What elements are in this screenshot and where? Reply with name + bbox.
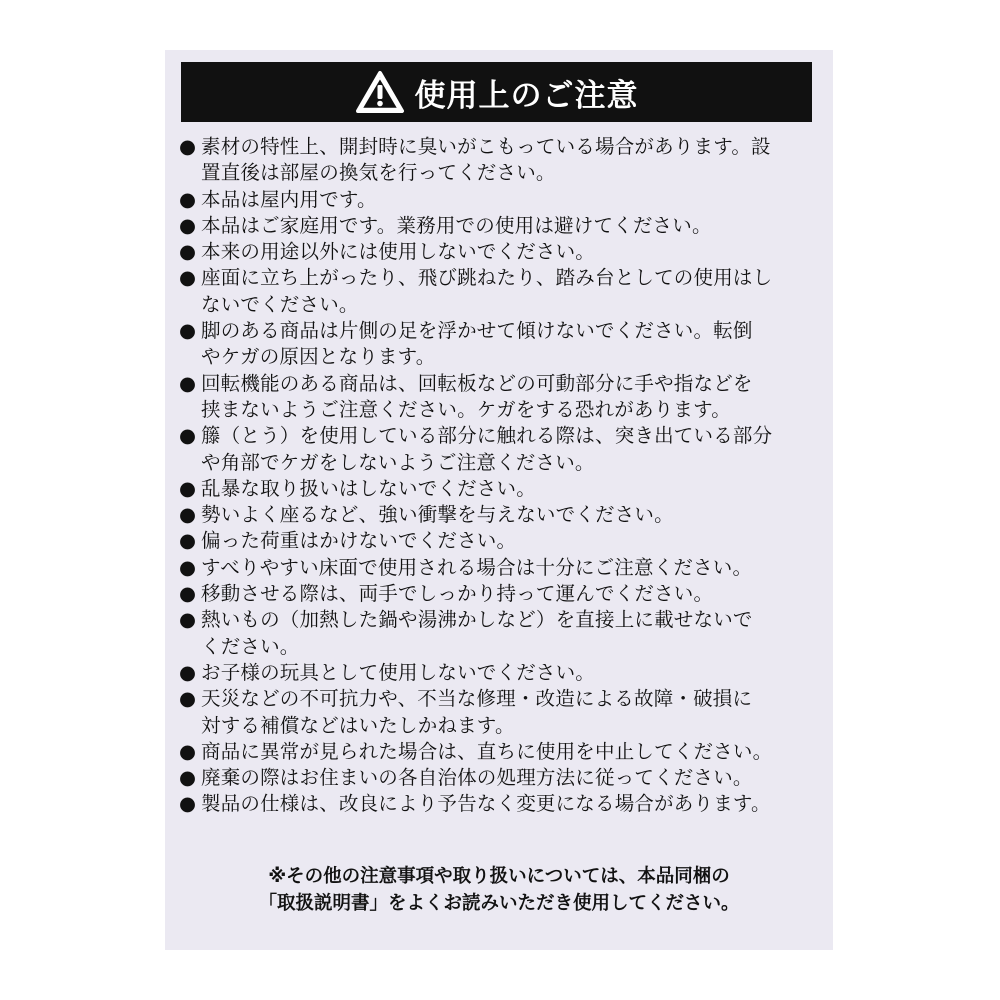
caution-note-text: 偏った荷重はかけないでください。 xyxy=(201,529,517,553)
caution-note-item xyxy=(179,239,819,265)
caution-note-text: 廃棄の際はお住まいの各自治体の処理方法に従ってください。 xyxy=(201,766,753,790)
caution-note-item xyxy=(179,502,819,528)
caution-note-text: 天災などの不可抗力や、不当な修理・改造による故障・破損に 対する補償などはいたしかねます。 xyxy=(201,687,753,737)
bullet-icon: ● xyxy=(179,371,197,395)
caution-notes-list xyxy=(179,134,819,818)
caution-note-text: 本品はご家庭用です。業務用での使用は避けてください。 xyxy=(201,213,712,237)
caution-note-item xyxy=(179,265,819,318)
caution-header-content xyxy=(355,70,639,115)
caution-note-text: すべりやすい床面で使用される場合は十分にご注意ください。 xyxy=(201,555,753,579)
bullet-icon: ● xyxy=(179,187,197,211)
caution-note-item xyxy=(179,739,819,765)
manual-reference-footnote: ※その他の注意事項や取り扱いについては、本品同梱の 「取扱説明書」をよくお読みいただき使用してください。 xyxy=(258,866,740,914)
caution-note-text: 製品の仕様は、改良により予告なく変更になる場合があります。 xyxy=(201,792,771,816)
bullet-icon: ● xyxy=(179,608,197,632)
caution-note-item xyxy=(179,555,819,581)
bullet-icon: ● xyxy=(179,240,197,264)
bullet-icon: ● xyxy=(179,319,197,343)
caution-note-item xyxy=(179,686,819,739)
caution-note-text: 商品に異常が見られた場合は、直ちに使用を中止してください。 xyxy=(201,739,773,763)
caution-note-text: 素材の特性上、開封時に臭いがこもっている場合があります。設 置直後は部屋の換気を行ってください。 xyxy=(201,135,771,185)
bullet-icon: ● xyxy=(179,739,197,763)
caution-title: 使用上のご注意 xyxy=(414,77,639,114)
caution-note-item xyxy=(179,581,819,607)
caution-note-item xyxy=(179,134,819,187)
bullet-icon: ● xyxy=(179,266,197,290)
caution-note-item xyxy=(179,791,819,817)
caution-note-item xyxy=(179,187,819,213)
caution-note-item xyxy=(179,528,819,554)
caution-note-item xyxy=(179,318,819,371)
caution-note-text: 熱いもの（加熱した鍋や湯沸かしなど）を直接上に載せないで ください。 xyxy=(201,608,753,658)
bullet-icon: ● xyxy=(179,582,197,606)
caution-note-text: 勢いよく座るなど、強い衝撃を与えないでください。 xyxy=(201,503,674,527)
caution-note-item xyxy=(179,660,819,686)
caution-header xyxy=(181,62,812,122)
bullet-icon: ● xyxy=(179,135,197,158)
caution-note-text: お子様の玩具として使用しないでください。 xyxy=(201,660,596,684)
bullet-icon: ● xyxy=(179,660,197,684)
caution-note-text: 脚のある商品は片側の足を浮かせて傾けないでください。転倒 やケガの原因となります。 xyxy=(201,319,753,369)
bullet-icon: ● xyxy=(179,792,197,816)
caution-note-text: 回転機能のある商品は、回転板などの可動部分に手や指などを 挟まないようご注意ください。ケガをする恐れがあります。 xyxy=(201,371,753,421)
caution-note-text: 籐（とう）を使用している部分に触れる際は、突き出ている部分 や角部でケガをしないようご注意ください。 xyxy=(201,424,773,474)
caution-note-item xyxy=(179,213,819,239)
caution-note-text: 本品は屋内用です。 xyxy=(201,187,377,211)
caution-note-item xyxy=(179,476,819,502)
caution-note-item xyxy=(179,607,819,660)
caution-note-text: 座面に立ち上がったり、飛び跳ねたり、踏み台としての使用はし ないでください。 xyxy=(201,266,773,316)
bullet-icon: ● xyxy=(179,555,197,579)
bullet-icon: ● xyxy=(179,766,197,790)
caution-note-text: 移動させる際は、両手でしっかり持って運んでください。 xyxy=(201,582,714,606)
bullet-icon: ● xyxy=(179,424,197,448)
bullet-icon: ● xyxy=(179,213,197,237)
caution-note-text: 本来の用途以外には使用しないでください。 xyxy=(201,240,596,264)
bullet-icon: ● xyxy=(179,529,197,553)
caution-note-item xyxy=(179,765,819,791)
caution-note-text: 乱暴な取り扱いはしないでください。 xyxy=(201,476,536,500)
bullet-icon: ● xyxy=(179,476,197,500)
caution-note-item xyxy=(179,371,819,424)
caution-note-item xyxy=(179,423,819,476)
bullet-icon: ● xyxy=(179,503,197,527)
warning-triangle-icon xyxy=(355,70,405,114)
caution-card xyxy=(165,50,833,950)
bullet-icon: ● xyxy=(179,687,197,711)
